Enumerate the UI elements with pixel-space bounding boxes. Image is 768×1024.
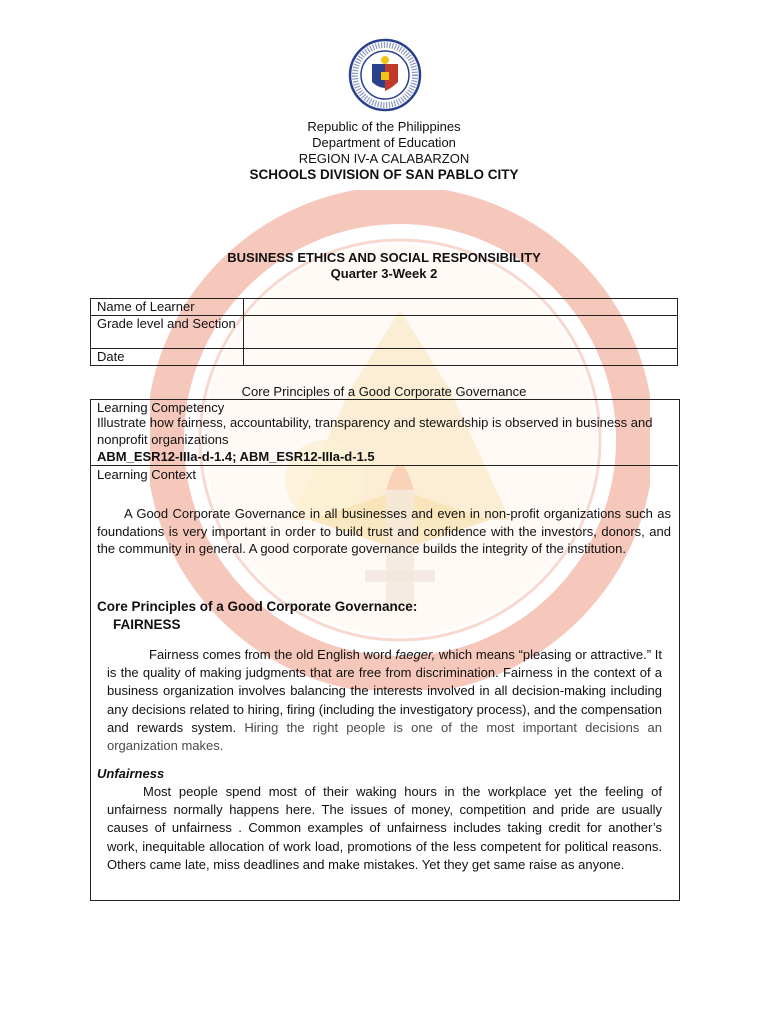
table-row	[91, 299, 678, 316]
fairness-text-start: Fairness comes from the old English word	[149, 647, 396, 662]
fairness-text-end: which means “pleasing or attractive.” It is the quality of making judgments that are free from discrimination. Fairness in the context of a business organization involves balancing the interests involved in all decision-making including any decisions related to hiring, firing (including the investigatory process), and the compensation and rewards system.	[107, 647, 662, 735]
header-republic: Republic of the Philippines	[307, 119, 461, 134]
date-field[interactable]	[244, 349, 678, 366]
learner-info-table	[90, 298, 678, 366]
header-region: REGION IV-A CALABARZON	[298, 151, 470, 166]
date-label: Date	[91, 349, 244, 366]
learning-context-label: Learning Context	[97, 467, 197, 482]
fairness-heading: FAIRNESS	[113, 617, 181, 632]
principles-heading: Core Principles of a Good Corporate Governance:	[97, 599, 418, 614]
name-of-learner-field[interactable]	[244, 299, 678, 316]
table-row	[91, 316, 678, 349]
name-of-learner-label: Name of Learner	[91, 299, 244, 316]
header-division: SCHOOLS DIVISION OF SAN PABLO CITY	[249, 167, 519, 182]
fairness-text-tail: Hiring the right people is one of the most important decisions an organization makes.	[107, 719, 663, 754]
grade-level-field[interactable]	[244, 316, 678, 349]
deped-seal-icon	[348, 38, 422, 112]
table-row	[91, 349, 678, 366]
unfairness-paragraph: Most people spend most of their waking hours in the workplace yet the feeling of unfairness normally happens here. The issues of money, competition and pride are usually causes of unfairness . Common examples of unfairness includes taking credit for another’s work, inequitable allocation of work load, promotions of the less competent for political reasons. Others came late, miss deadlines and make mistakes. Yet they get same raise as anyone.	[107, 784, 662, 872]
fairness-etymology-word: faeger,	[395, 647, 436, 662]
subject-title: BUSINESS ETHICS AND SOCIAL RESPONSIBILITY	[227, 250, 541, 265]
competency-codes: ABM_ESR12-IIIa-d-1.4; ABM_ESR12-IIIa-d-1.5	[97, 449, 375, 464]
context-paragraph: A Good Corporate Governance in all businesses and even in non-profit organizations such as foundations is very important in order to build trust and confidence with the investors, donors, and the community in general. A good corporate governance builds the integrity of the institution.	[97, 506, 671, 556]
learning-competency-text: Illustrate how fairness, accountability, transparency and stewardship is observed in business and nonprofit organizations	[97, 415, 653, 447]
grade-level-label: Grade level and Section	[91, 316, 244, 349]
header-department: Department of Education	[312, 135, 456, 150]
learning-competency-label: Learning Competency	[97, 400, 225, 415]
section-title: Core Principles of a Good Corporate Governance	[241, 384, 527, 399]
quarter-title: Quarter 3-Week 2	[330, 266, 438, 281]
fairness-paragraph	[107, 646, 662, 755]
unfairness-heading: Unfairness	[97, 766, 165, 781]
